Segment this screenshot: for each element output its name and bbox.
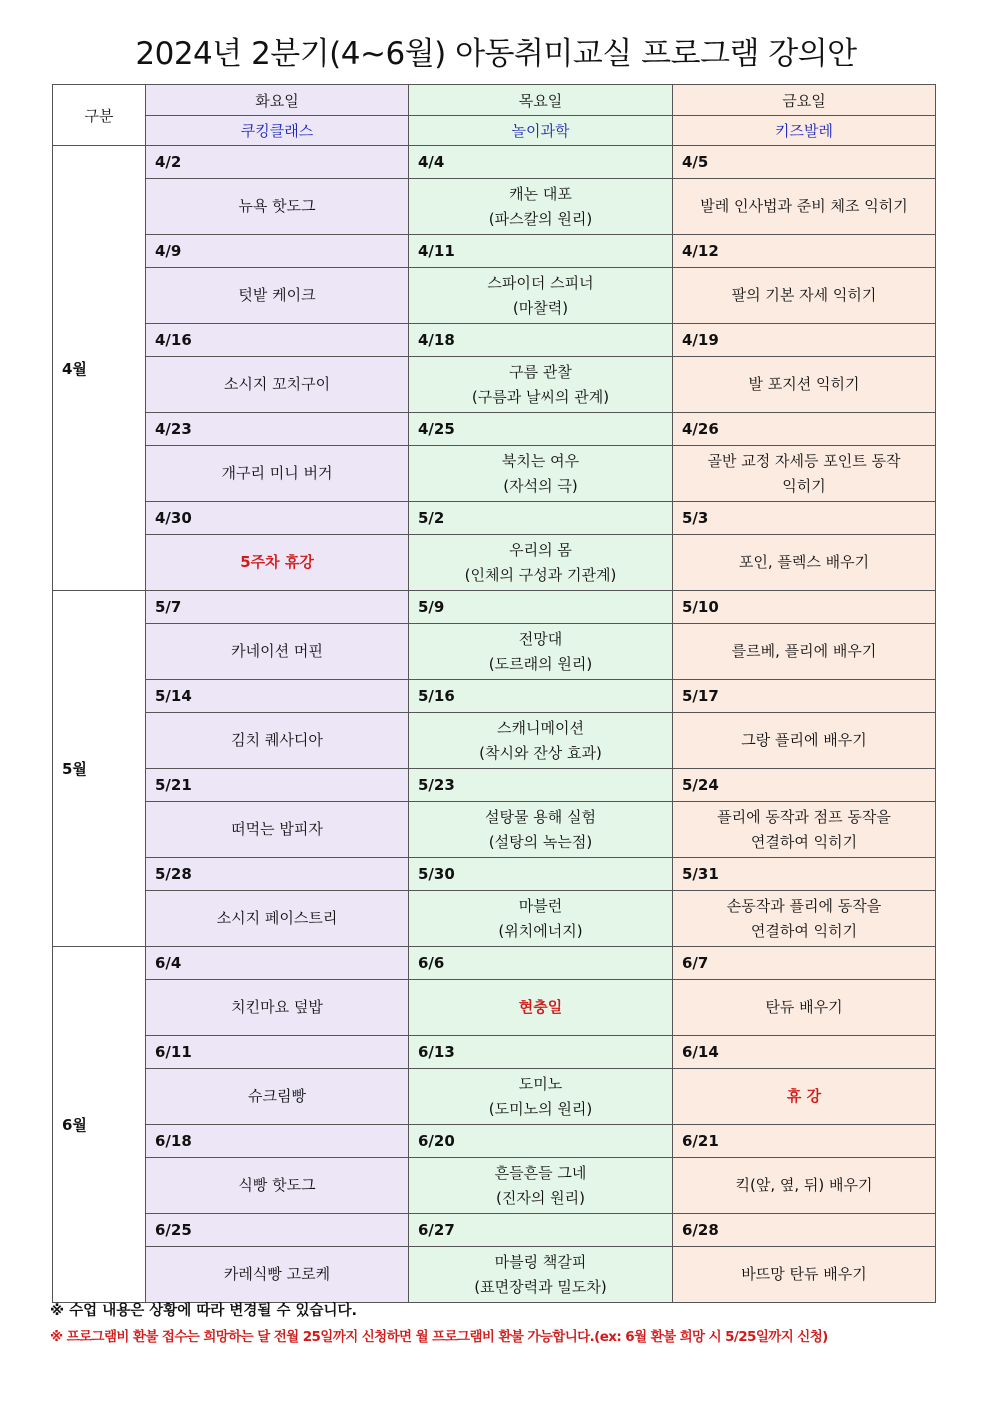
month-label: 6월 [53, 947, 146, 1303]
thu-content-cell [409, 268, 673, 324]
fri-content-cell [673, 713, 936, 769]
fri-content-cell [673, 624, 936, 680]
content-line-1: 텃밭 케이크 [238, 286, 316, 304]
content-row [53, 1158, 936, 1214]
content-row [53, 802, 936, 858]
content-line-1: 스파이더 스피너 [487, 273, 594, 292]
date-row [53, 1214, 936, 1247]
fri-date-cell: 5/17 [673, 680, 936, 713]
content-row [53, 446, 936, 502]
fri-date-cell: 4/12 [673, 235, 936, 268]
content-line-2: (진자의 원리) [496, 1188, 585, 1207]
content-line-1: 식빵 핫도그 [238, 1176, 316, 1194]
fri-content-cell [673, 891, 936, 947]
content-row [53, 357, 936, 413]
tue-date-cell: 5/21 [146, 769, 409, 802]
page-title: 2024년 2분기(4~6월) 아동취미교실 프로그램 강의안 [135, 36, 857, 72]
content-line-1: 마블링 책갈피 [494, 1252, 587, 1271]
date-row [53, 858, 936, 891]
fri-content-cell [673, 1247, 936, 1303]
content-line-1: 현충일 [518, 998, 563, 1016]
tue-content-cell [146, 980, 409, 1036]
thu-content-cell [409, 1247, 673, 1303]
content-row [53, 713, 936, 769]
fri-date-cell: 6/21 [673, 1125, 936, 1158]
thu-date-cell: 6/20 [409, 1125, 673, 1158]
content-line-1: 구름 관찰 [509, 362, 572, 381]
tue-content-cell [146, 802, 409, 858]
content-line-2: 연결하여 익히기 [750, 832, 858, 851]
header-gubun: 구분 [53, 85, 146, 146]
header-program-ballet: 키즈발레 [673, 116, 936, 146]
schedule-table [52, 84, 936, 1303]
content-line-2: (자석의 극) [503, 476, 578, 495]
tue-date-cell: 5/14 [146, 680, 409, 713]
content-row [53, 624, 936, 680]
tue-content-cell [146, 713, 409, 769]
content-line-2: 연결하여 익히기 [750, 921, 858, 940]
content-row [53, 268, 936, 324]
content-line-1: 탄듀 배우기 [765, 998, 843, 1016]
thu-content-cell [409, 1158, 673, 1214]
fri-content-cell [673, 446, 936, 502]
content-line-1: 스캐니메이션 [497, 718, 584, 737]
tue-content-cell [146, 624, 409, 680]
content-line-2: (착시와 잔상 효과) [479, 743, 602, 762]
tue-content-cell [146, 535, 409, 591]
header-program-science: 놀이과학 [409, 116, 673, 146]
content-line-1: 개구리 미니 버거 [221, 464, 333, 482]
content-line-1: 떠먹는 밥피자 [231, 820, 323, 838]
thu-date-cell: 6/27 [409, 1214, 673, 1247]
note-change: ※ 수업 내용은 상황에 따라 변경될 수 있습니다. [50, 1303, 358, 1319]
tue-date-cell: 4/16 [146, 324, 409, 357]
date-row [53, 324, 936, 357]
date-row [53, 146, 936, 179]
header-day-thursday: 목요일 [409, 85, 673, 116]
date-row [53, 235, 936, 268]
thu-date-cell: 5/23 [409, 769, 673, 802]
thu-content-cell [409, 357, 673, 413]
content-row [53, 980, 936, 1036]
content-line-1: 플리에 동작과 점프 동작을 [717, 807, 891, 826]
tue-date-cell: 4/30 [146, 502, 409, 535]
month-label: 5월 [53, 591, 146, 947]
thu-content-cell [409, 179, 673, 235]
thu-content-cell [409, 1069, 673, 1125]
date-row [53, 413, 936, 446]
content-line-1: 뉴욕 핫도그 [238, 197, 316, 215]
date-row [53, 502, 936, 535]
content-line-1: 손동작과 플리에 동작을 [726, 896, 882, 915]
fri-date-cell: 6/14 [673, 1036, 936, 1069]
thu-content-cell [409, 624, 673, 680]
content-line-1: 바뜨망 탄듀 배우기 [741, 1265, 867, 1283]
thu-date-cell: 5/2 [409, 502, 673, 535]
content-line-1: 카레식빵 고로케 [223, 1265, 331, 1283]
thu-date-cell: 4/11 [409, 235, 673, 268]
date-row [53, 591, 936, 624]
fri-content-cell [673, 179, 936, 235]
header-day-friday: 금요일 [673, 85, 936, 116]
fri-date-cell: 4/26 [673, 413, 936, 446]
fri-content-cell [673, 535, 936, 591]
thu-content-cell [409, 802, 673, 858]
thu-date-cell: 4/4 [409, 146, 673, 179]
schedule-body [53, 146, 936, 1303]
tue-content-cell [146, 1247, 409, 1303]
content-line-2: (인체의 구성과 기관계) [464, 565, 617, 584]
tue-content-cell [146, 179, 409, 235]
content-line-1: 우리의 몸 [509, 540, 572, 559]
thu-date-cell: 4/25 [409, 413, 673, 446]
fri-date-cell: 5/24 [673, 769, 936, 802]
content-line-2: (도미노의 원리) [488, 1099, 593, 1118]
content-line-1: 를르베, 플리에 배우기 [731, 642, 877, 660]
tue-content-cell [146, 1158, 409, 1214]
date-row [53, 1036, 936, 1069]
content-line-1: 소시지 꼬치구이 [223, 375, 331, 393]
fri-content-cell [673, 357, 936, 413]
tue-date-cell: 5/28 [146, 858, 409, 891]
fri-date-cell: 6/7 [673, 947, 936, 980]
tue-date-cell: 6/25 [146, 1214, 409, 1247]
header-program-cooking: 쿠킹클래스 [146, 116, 409, 146]
content-line-1: 그랑 플리에 배우기 [741, 731, 867, 749]
header-day-tuesday: 화요일 [146, 85, 409, 116]
fri-date-cell: 5/10 [673, 591, 936, 624]
content-line-1: 치킨마요 덮밥 [231, 998, 323, 1016]
thu-date-cell: 6/13 [409, 1036, 673, 1069]
thu-content-cell [409, 713, 673, 769]
content-line-1: 전망대 [518, 629, 563, 648]
content-line-2: (설탕의 녹는점) [488, 832, 593, 851]
thu-content-cell [409, 446, 673, 502]
tue-date-cell: 4/9 [146, 235, 409, 268]
fri-content-cell [673, 268, 936, 324]
tue-content-cell [146, 357, 409, 413]
content-row [53, 891, 936, 947]
content-line-1: 설탕물 용해 실험 [485, 807, 596, 826]
fri-date-cell: 4/19 [673, 324, 936, 357]
fri-date-cell: 5/31 [673, 858, 936, 891]
content-line-2: (구름과 날씨의 관계) [471, 387, 610, 406]
fri-content-cell [673, 1069, 936, 1125]
content-row [53, 535, 936, 591]
thu-date-cell: 4/18 [409, 324, 673, 357]
date-row [53, 947, 936, 980]
content-line-1: 발 포지션 익히기 [748, 375, 860, 393]
content-line-1: 포인, 플렉스 배우기 [738, 553, 870, 571]
note-refund: ※ 프로그램비 환불 접수는 희망하는 달 전월 25일까지 신청하면 월 프로그램비 환불 가능합니다.(ex: 6월 환불 희망 시 5/25일까지 신청) [50, 1329, 828, 1345]
date-row [53, 1125, 936, 1158]
fri-date-cell: 6/28 [673, 1214, 936, 1247]
content-line-2: 익히기 [782, 476, 826, 495]
content-row [53, 1247, 936, 1303]
tue-date-cell: 4/2 [146, 146, 409, 179]
fri-content-cell [673, 980, 936, 1036]
tue-date-cell: 4/23 [146, 413, 409, 446]
thu-date-cell: 5/16 [409, 680, 673, 713]
content-line-1: 마블런 [518, 896, 563, 915]
fri-content-cell [673, 1158, 936, 1214]
tue-content-cell [146, 268, 409, 324]
content-line-1: 발레 인사법과 준비 체조 익히기 [700, 197, 908, 215]
content-line-2: (마찰력) [512, 298, 569, 317]
tue-date-cell: 6/18 [146, 1125, 409, 1158]
tue-date-cell: 6/11 [146, 1036, 409, 1069]
content-line-1: 슈크림빵 [248, 1087, 306, 1105]
content-row [53, 179, 936, 235]
thu-content-cell [409, 535, 673, 591]
content-line-1: 흔들흔들 그네 [494, 1163, 587, 1182]
content-line-2: (위치에너지) [498, 921, 583, 940]
thu-date-cell: 5/30 [409, 858, 673, 891]
month-label: 4월 [53, 146, 146, 591]
thu-content-cell [409, 980, 673, 1036]
content-row [53, 1069, 936, 1125]
content-line-1: 팔의 기본 자세 익히기 [731, 286, 877, 304]
content-line-1: 골반 교정 자세등 포인트 동작 [707, 451, 901, 470]
thu-content-cell [409, 891, 673, 947]
tue-content-cell [146, 891, 409, 947]
fri-date-cell: 4/5 [673, 146, 936, 179]
content-line-1: 5주차 휴강 [240, 553, 314, 571]
content-line-1: 카네이션 머핀 [231, 642, 323, 660]
tue-date-cell: 6/4 [146, 947, 409, 980]
tue-content-cell [146, 446, 409, 502]
thu-date-cell: 6/6 [409, 947, 673, 980]
content-line-1: 김치 퀘사디아 [231, 731, 323, 749]
content-line-1: 도미노 [518, 1074, 563, 1093]
content-line-1: 킥(앞, 옆, 뒤) 배우기 [735, 1176, 873, 1194]
content-line-2: (도르래의 원리) [488, 654, 593, 673]
tue-date-cell: 5/7 [146, 591, 409, 624]
content-line-1: 북치는 여우 [501, 451, 580, 470]
content-line-1: 휴 강 [786, 1087, 822, 1105]
content-line-2: (파스칼의 원리) [488, 209, 593, 228]
content-line-1: 캐논 대포 [509, 184, 572, 203]
fri-date-cell: 5/3 [673, 502, 936, 535]
date-row [53, 769, 936, 802]
content-line-2: (표면장력과 밀도차) [474, 1277, 607, 1296]
thu-date-cell: 5/9 [409, 591, 673, 624]
fri-content-cell [673, 802, 936, 858]
date-row [53, 680, 936, 713]
content-line-1: 소시지 페이스트리 [216, 909, 338, 927]
tue-content-cell [146, 1069, 409, 1125]
